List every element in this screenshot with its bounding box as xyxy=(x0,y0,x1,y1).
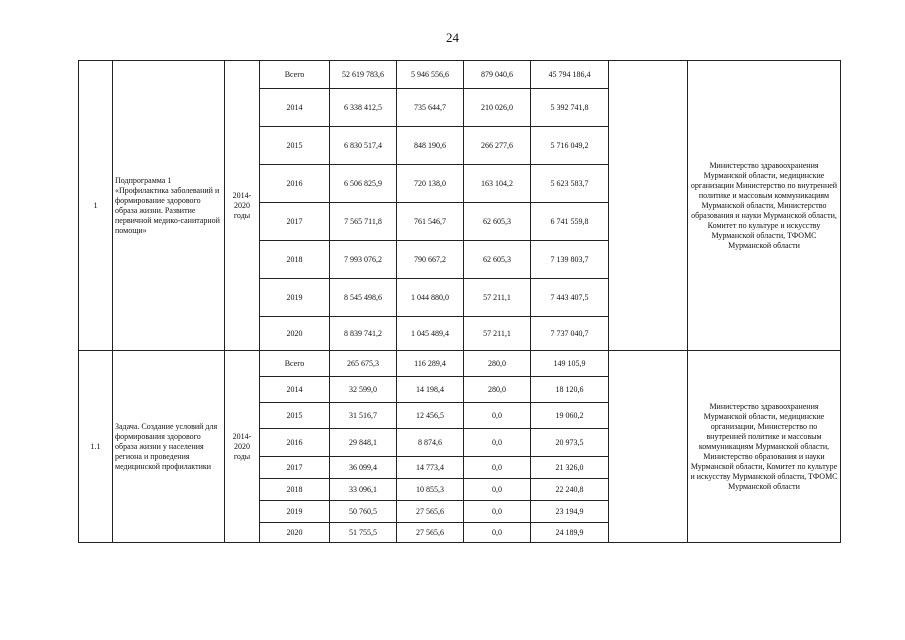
indicator-cell xyxy=(609,61,688,351)
federal-cell: 761 546,7 xyxy=(397,203,464,241)
other-cell: 21 326,0 xyxy=(531,457,609,479)
regional-cell: 57 211,1 xyxy=(464,279,531,317)
row-number: 1 xyxy=(79,61,113,351)
federal-cell: 8 874,6 xyxy=(397,429,464,457)
executors-cell: Министерство здравоохранения Мурманской области, медицинские организации Министерство по внутренней политике и массовым коммуникациям Мурманской области, Министерство образования и науки Мурманской области, Комитет по культуре и искусству Мурманской области, ТФОМС Мурманской области xyxy=(688,61,841,351)
total-cell: 33 096,1 xyxy=(330,479,397,501)
total-cell: 32 599,0 xyxy=(330,377,397,403)
other-cell: 18 120,6 xyxy=(531,377,609,403)
indicator-cell xyxy=(609,351,688,543)
executors-cell: Министерство здравоохранения Мурманской области, медицинские организации, Министерство по внутренней политике и массовым коммуникациям Мурманской области, Министерство образования и науки Мурманской области, Комитет по культуре и искусству Мурманской области, ТФОМС Мурманской области xyxy=(688,351,841,543)
regional-cell: 879 040,6 xyxy=(464,61,531,89)
federal-cell: 1 044 880,0 xyxy=(397,279,464,317)
regional-cell: 0,0 xyxy=(464,523,531,543)
year-cell: 2020 xyxy=(260,523,330,543)
federal-cell: 735 644,7 xyxy=(397,89,464,127)
year-cell: 2016 xyxy=(260,165,330,203)
other-cell: 5 392 741,8 xyxy=(531,89,609,127)
federal-cell: 14 198,4 xyxy=(397,377,464,403)
total-cell: 8 545 498,6 xyxy=(330,279,397,317)
total-cell: 6 830 517,4 xyxy=(330,127,397,165)
table-body xyxy=(79,61,841,543)
regional-cell: 0,0 xyxy=(464,457,531,479)
total-cell: 265 675,3 xyxy=(330,351,397,377)
federal-cell: 27 565,6 xyxy=(397,523,464,543)
total-cell: 29 848,1 xyxy=(330,429,397,457)
year-cell: 2014 xyxy=(260,377,330,403)
regional-cell: 62 605,3 xyxy=(464,241,531,279)
year-cell: Всего xyxy=(260,61,330,89)
year-cell: 2019 xyxy=(260,501,330,523)
regional-cell: 0,0 xyxy=(464,479,531,501)
regional-cell: 0,0 xyxy=(464,403,531,429)
table-row xyxy=(79,61,841,89)
table-row xyxy=(79,351,841,377)
row-period: 2014-2020 годы xyxy=(225,61,260,351)
regional-cell: 163 104,2 xyxy=(464,165,531,203)
federal-cell: 720 138,0 xyxy=(397,165,464,203)
other-cell: 45 794 186,4 xyxy=(531,61,609,89)
federal-cell: 5 946 556,6 xyxy=(397,61,464,89)
other-cell: 149 105,9 xyxy=(531,351,609,377)
federal-cell: 116 289,4 xyxy=(397,351,464,377)
regional-cell: 210 026,0 xyxy=(464,89,531,127)
year-cell: 2019 xyxy=(260,279,330,317)
total-cell: 6 338 412,5 xyxy=(330,89,397,127)
regional-cell: 57 211,1 xyxy=(464,317,531,351)
year-cell: 2018 xyxy=(260,241,330,279)
year-cell: 2017 xyxy=(260,457,330,479)
year-cell: 2018 xyxy=(260,479,330,501)
total-cell: 7 565 711,8 xyxy=(330,203,397,241)
year-cell: 2014 xyxy=(260,89,330,127)
regional-cell: 0,0 xyxy=(464,429,531,457)
row-name: Подпрограмма 1 «Профилактика заболеваний и формирование здорового образа жизни. Развитие первичной медико-санитарной помощи» xyxy=(113,61,225,351)
total-cell: 51 755,5 xyxy=(330,523,397,543)
page-number: 24 xyxy=(446,30,459,45)
total-cell: 36 099,4 xyxy=(330,457,397,479)
row-name: Задача. Создание условий для формирования здорового образа жизни у населения региона и проведения медицинской профилактики xyxy=(113,351,225,543)
regional-cell: 62 605,3 xyxy=(464,203,531,241)
other-cell: 19 060,2 xyxy=(531,403,609,429)
total-cell: 31 516,7 xyxy=(330,403,397,429)
year-cell: 2020 xyxy=(260,317,330,351)
other-cell: 5 623 583,7 xyxy=(531,165,609,203)
federal-cell: 12 456,5 xyxy=(397,403,464,429)
other-cell: 7 737 040,7 xyxy=(531,317,609,351)
program-table xyxy=(78,60,841,543)
other-cell: 23 194,9 xyxy=(531,501,609,523)
federal-cell: 1 045 489,4 xyxy=(397,317,464,351)
federal-cell: 10 855,3 xyxy=(397,479,464,501)
regional-cell: 280,0 xyxy=(464,377,531,403)
year-cell: 2017 xyxy=(260,203,330,241)
total-cell: 52 619 783,6 xyxy=(330,61,397,89)
year-cell: 2016 xyxy=(260,429,330,457)
federal-cell: 14 773,4 xyxy=(397,457,464,479)
federal-cell: 848 190,6 xyxy=(397,127,464,165)
other-cell: 24 189,9 xyxy=(531,523,609,543)
other-cell: 22 240,8 xyxy=(531,479,609,501)
year-cell: 2015 xyxy=(260,403,330,429)
row-number: 1.1 xyxy=(79,351,113,543)
year-cell: 2015 xyxy=(260,127,330,165)
total-cell: 50 760,5 xyxy=(330,501,397,523)
other-cell: 20 973,5 xyxy=(531,429,609,457)
federal-cell: 27 565,6 xyxy=(397,501,464,523)
other-cell: 7 139 803,7 xyxy=(531,241,609,279)
total-cell: 7 993 076,2 xyxy=(330,241,397,279)
total-cell: 6 506 825,9 xyxy=(330,165,397,203)
federal-cell: 790 667,2 xyxy=(397,241,464,279)
regional-cell: 280,0 xyxy=(464,351,531,377)
regional-cell: 266 277,6 xyxy=(464,127,531,165)
other-cell: 7 443 407,5 xyxy=(531,279,609,317)
other-cell: 6 741 559,8 xyxy=(531,203,609,241)
total-cell: 8 839 741,2 xyxy=(330,317,397,351)
regional-cell: 0,0 xyxy=(464,501,531,523)
other-cell: 5 716 049,2 xyxy=(531,127,609,165)
row-period: 2014-2020 годы xyxy=(225,351,260,543)
year-cell: Всего xyxy=(260,351,330,377)
